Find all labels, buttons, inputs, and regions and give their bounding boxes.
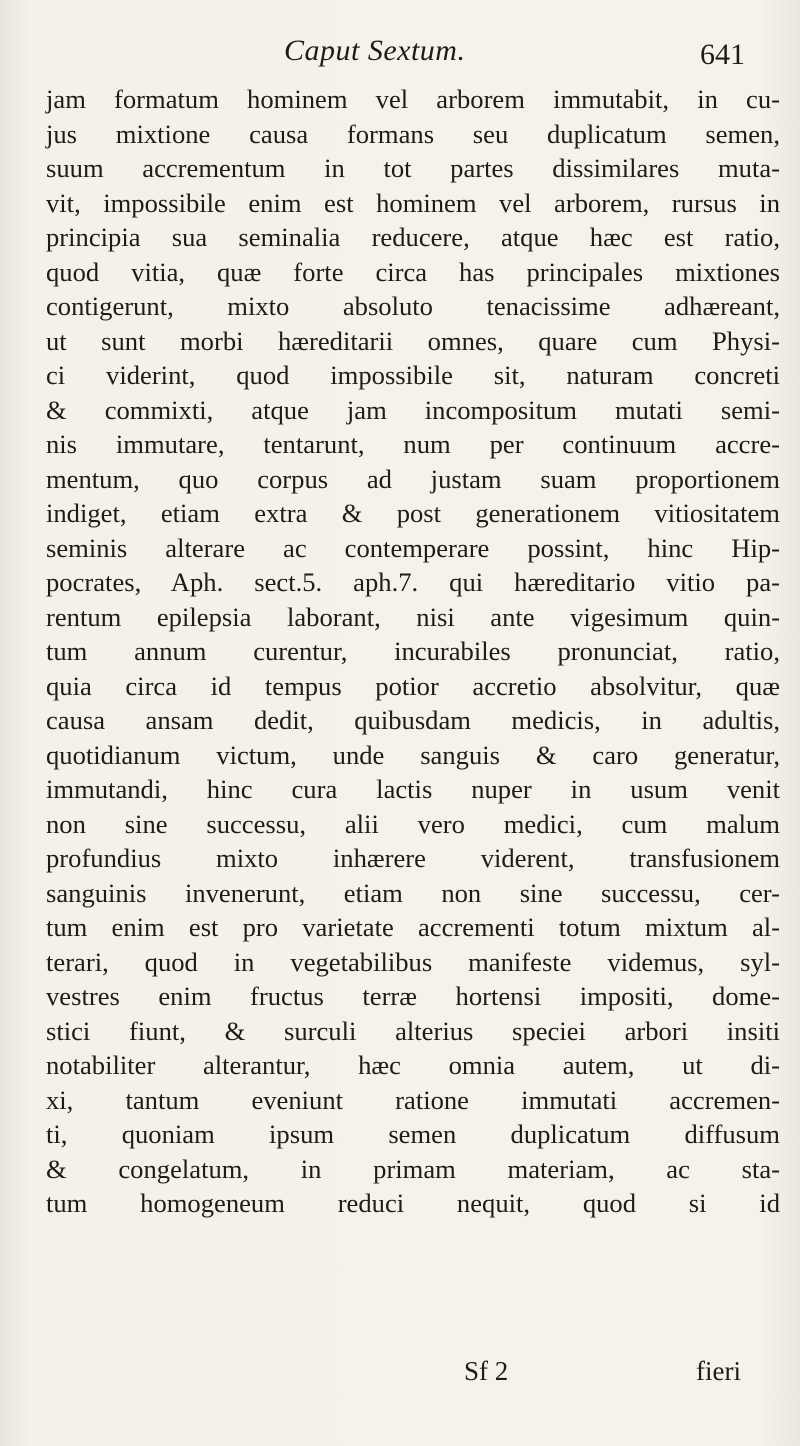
text-line: nis immutare, tentarunt, num per continuum accre-	[46, 429, 780, 459]
text-line: quotidianum victum, unde sanguis & caro generatur,	[46, 739, 780, 770]
page-footer	[0, 1356, 800, 1396]
text-line: vit, impossibile enim est hominem vel arborem, rursus in	[46, 187, 780, 218]
text-line: sanguinis invenerunt, etiam non sine successu, cer-	[46, 877, 780, 908]
text-line: vestres enim fructus terræ hortensi impositi, dome-	[46, 981, 780, 1011]
text-line: indiget, etiam extra & post generationem vitiositatem	[46, 498, 780, 528]
text-line: rentum epilepsia laborant, nisi ante vigesimum quin-	[46, 601, 780, 632]
text-line: tum enim est pro varietate accrementi totum mixtum al-	[46, 912, 780, 942]
text-line: pocrates, Aph. sect.5. aph.7. qui hæreditario vitio pa-	[46, 567, 780, 597]
text-line: & commixti, atque jam incompositum mutati semi-	[46, 394, 780, 425]
text-line: quia circa id tempus potior accretio absolvitur, quæ	[46, 670, 780, 701]
text-line: immutandi, hinc cura lactis nuper in usum venit	[46, 774, 780, 804]
text-line: jus mixtione causa formans seu duplicatum semen,	[46, 118, 780, 149]
text-line: non sine successu, alii vero medici, cum malum	[46, 808, 780, 839]
text-line: terari, quod in vegetabilibus manifeste videmus, syl-	[46, 946, 780, 977]
text-line: ti, quoniam ipsum semen duplicatum diffusum	[46, 1119, 780, 1149]
body-text	[46, 82, 780, 1221]
text-line: contigerunt, mixto absoluto tenacissime adhæreant,	[46, 291, 780, 321]
text-line: mentum, quo corpus ad justam suam proportionem	[46, 463, 780, 494]
text-line: profundius mixto inhærere viderent, transfusionem	[46, 843, 780, 873]
catchword: fieri	[696, 1356, 741, 1386]
text-line: seminis alterare ac contemperare possint, hinc Hip-	[46, 532, 780, 563]
text-line: ut sunt morbi hæreditarii omnes, quare cum Physi-	[46, 325, 780, 356]
signature-mark: Sf 2	[464, 1356, 509, 1386]
text-line: tum annum curentur, incurabiles pronunciat, ratio,	[46, 636, 780, 666]
text-line: jam formatum hominem vel arborem immutabit, in cu-	[46, 84, 780, 114]
text-line: suum accrementum in tot partes dissimilares muta-	[46, 153, 780, 183]
text-line: tum homogeneum reduci nequit, quod si id	[46, 1188, 780, 1218]
page-header	[0, 30, 800, 80]
text-line: causa ansam dedit, quibusdam medicis, in adultis,	[46, 705, 780, 735]
text-line: xi, tantum eveniunt ratione immutati accremen-	[46, 1084, 780, 1115]
page-number: 641	[700, 38, 745, 71]
running-head: Caput Sextum.	[284, 34, 466, 67]
text-line: stici fiunt, & surculi alterius speciei arbori insiti	[46, 1015, 780, 1046]
text-line: ci viderint, quod impossibile sit, naturam concreti	[46, 360, 780, 390]
text-line: principia sua seminalia reducere, atque hæc est ratio,	[46, 222, 780, 252]
text-line: & congelatum, in primam materiam, ac sta-	[46, 1153, 780, 1184]
text-line: notabiliter alterantur, hæc omnia autem, ut di-	[46, 1050, 780, 1080]
text-line: quod vitia, quæ forte circa has principales mixtiones	[46, 256, 780, 287]
